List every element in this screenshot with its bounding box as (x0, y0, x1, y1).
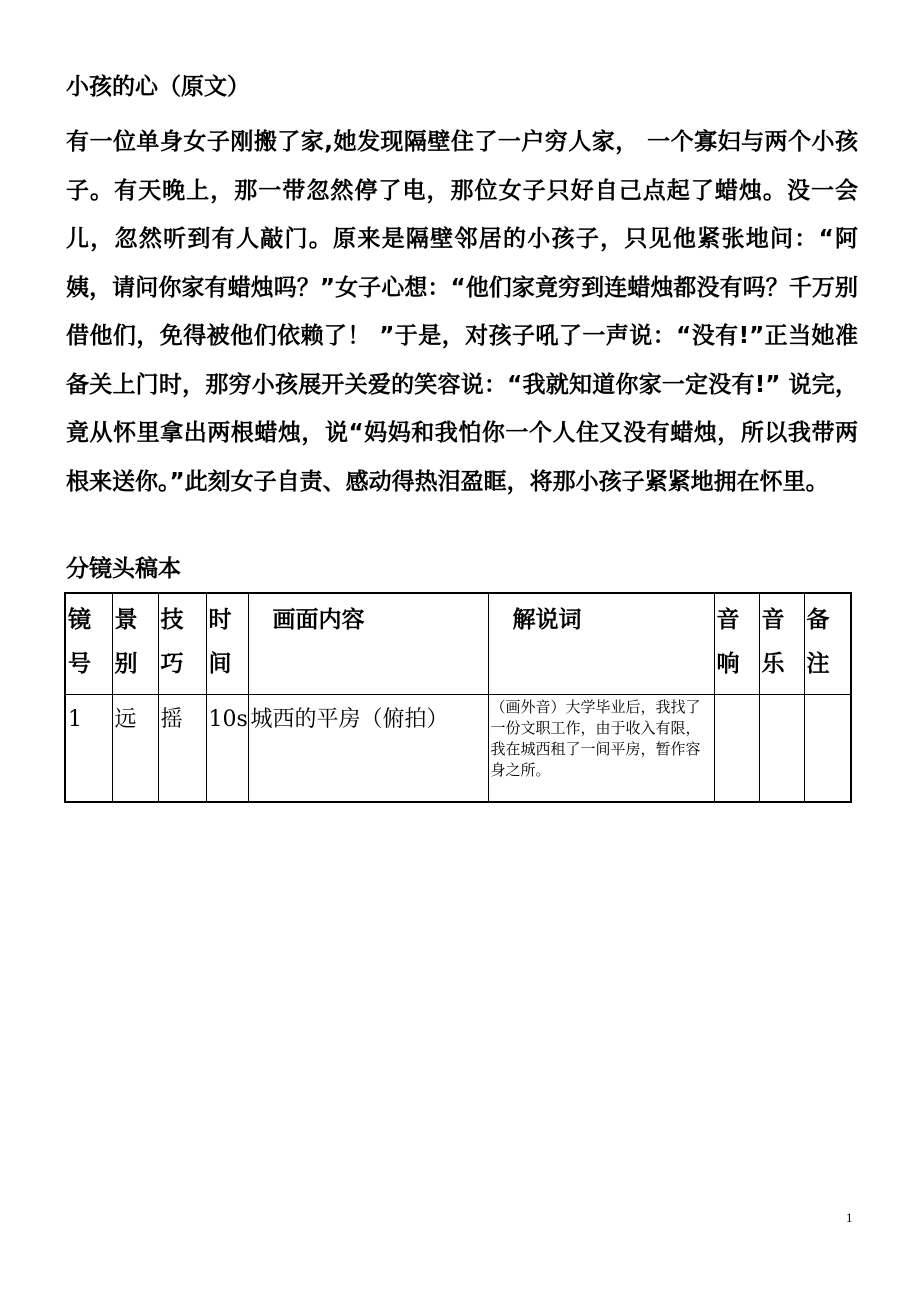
header-shot-no: 镜号 (65, 593, 112, 695)
cell-shot-no: 1 (65, 695, 112, 803)
storyboard-table (64, 592, 852, 803)
table-header-row (65, 593, 851, 695)
header-scale: 景别 (112, 593, 158, 695)
storyboard-heading: 分镜头稿本 (66, 556, 181, 582)
document-title: 小孩的心（原文） (66, 74, 250, 100)
header-content: 画面内容 (248, 593, 488, 695)
cell-notes (804, 695, 851, 803)
cell-music (759, 695, 804, 803)
header-duration: 时间 (206, 593, 248, 695)
story-paragraph: 有一位单身女子刚搬了家,她发现隔壁住了一户穷人家， 一个寡妇与两个小孩子。有天晚上，那一带忽然停了电，那位女子只好自己点起了蜡烛。没一会儿，忽然听到有人敲门。原来是隔壁邻居的小孩子，只见他紧张地问：“阿姨，请问你家有蜡烛吗？”女子心想：“他们家竟穷到连蜡烛都没有吗？千万别借他们，免得被他们依赖了！ ”于是，对孩子吼了一声说：“没有!”正当她准备关上门时，那穷小孩展开关爱的笑容说：“我就知道你家一定没有!” 说完，竟从怀里拿出两根蜡烛，说“妈妈和我怕你一个人住又没有蜡烛，所以我带两根来送你。”此刻女子自责、感动得热泪盈眶，将那小孩子紧紧地拥在怀里。 (66, 129, 858, 495)
header-technique: 技巧 (158, 593, 206, 695)
cell-scale: 远 (112, 695, 158, 803)
header-sound: 音响 (714, 593, 759, 695)
header-music: 音乐 (759, 593, 804, 695)
cell-content: 城西的平房（俯拍） (248, 695, 488, 803)
table-row (65, 695, 851, 803)
cell-sound (714, 695, 759, 803)
header-narration: 解说词 (488, 593, 714, 695)
header-notes: 备注 (804, 593, 851, 695)
cell-narration: （画外音）大学毕业后，我找了一份文职工作，由于收入有限，我在城西租了一间平房，暂作容身之所。 (488, 695, 714, 803)
cell-duration: 10s (206, 695, 248, 803)
cell-technique: 摇 (158, 695, 206, 803)
page-number: 1 (846, 1210, 853, 1225)
